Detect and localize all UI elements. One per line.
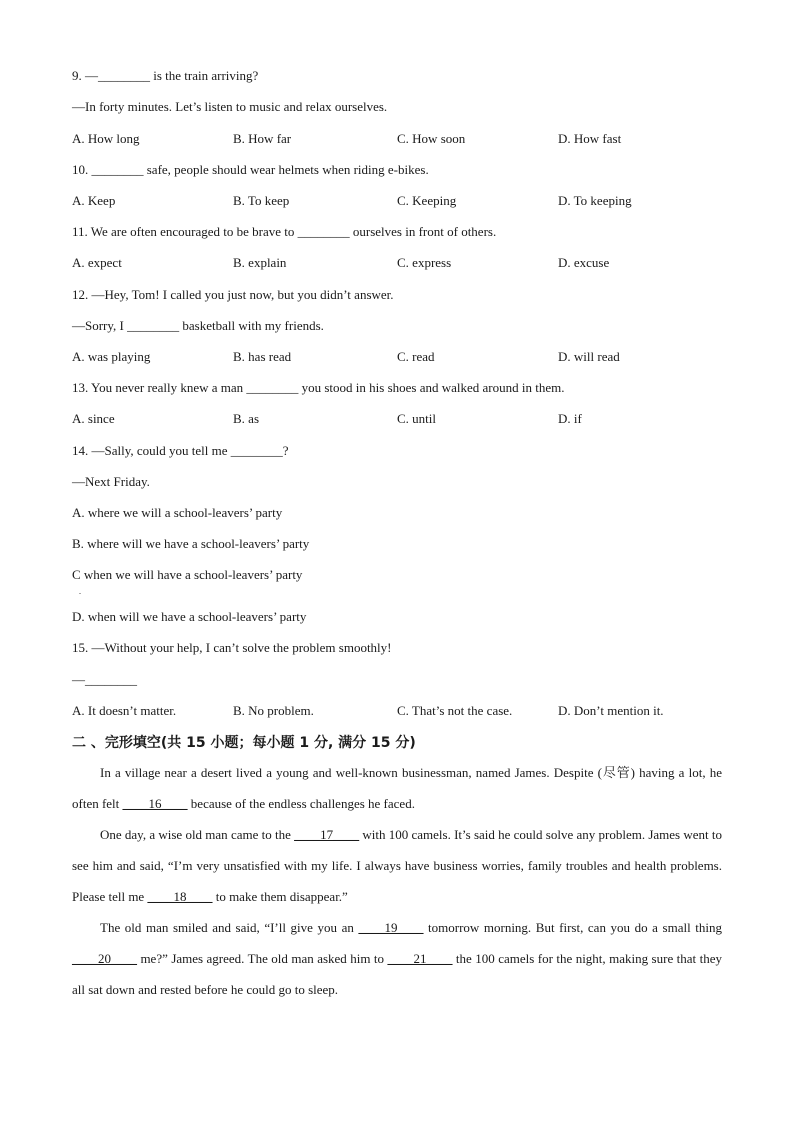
q14-reply: —Next Friday.: [72, 474, 150, 489]
q9-reply: —In forty minutes. Let’s listen to music and relax ourselves.: [72, 99, 388, 114]
q10-option-a: A. Keep: [72, 193, 116, 208]
q12-option-b: B. has read: [233, 349, 292, 364]
q15-option-a: A. It doesn’t matter.: [72, 703, 177, 718]
q13-stem: 13. You never really knew a man ________ you stood in his shoes and walked around in them.: [72, 380, 565, 395]
cloze-passage: [72, 757, 722, 1005]
q13-option-a: A. since: [72, 411, 115, 426]
q11-option-d: D. excuse: [558, 255, 610, 270]
q11-option-b: B. explain: [233, 255, 287, 270]
q12-stem: 12. —Hey, Tom! I called you just now, but you didn’t answer.: [72, 287, 394, 302]
q15-option-d: D. Don’t mention it.: [558, 703, 664, 718]
q15-option-b: B. No problem.: [233, 703, 314, 718]
section-heading: 二 、完形填空(共 15 小题；每小题 1 分, 满分 15 分): [72, 735, 416, 751]
q13-option-d: D. if: [558, 411, 582, 426]
q12-option-a: A. was playing: [72, 349, 151, 364]
q9-option-b: B. How far: [233, 131, 292, 146]
q9-option-a: A. How long: [72, 131, 140, 146]
stray-dot-mark: .: [79, 587, 81, 596]
q14-stem: 14. —Sally, could you tell me ________?: [72, 443, 289, 458]
blank-16: ____16____: [122, 796, 188, 811]
q9-stem: 9. —________ is the train arriving?: [72, 68, 259, 83]
q15-reply: —________: [72, 672, 137, 687]
blank-21: ____21____: [387, 951, 453, 966]
q12-reply: —Sorry, I ________ basketball with my friends.: [72, 318, 324, 333]
blank-19: ____19____: [358, 920, 424, 935]
blank-18: ____18____: [147, 889, 213, 904]
q11-stem: 11. We are often encouraged to be brave to ________ ourselves in front of others.: [72, 224, 497, 239]
passage-paragraph-3: The old man smiled and said, “I’ll give you an ____19____ tomorrow morning. But first, can you do a small thing ____20____ me?” James agreed. The old man asked him to ____21____ the 100 camels for the night, making sure that they all sat down and rested before he could go to sleep.: [72, 920, 723, 997]
q14-option-d: D. when will we have a school-leavers’ party: [72, 609, 307, 624]
q14-option-c: C when we will have a school-leavers’ party: [72, 567, 303, 582]
q10-option-d: D. To keeping: [558, 193, 632, 208]
blank-20: ____20____: [72, 951, 137, 966]
q14-option-b: B. where will we have a school-leavers’ party: [72, 536, 310, 551]
blank-17: ____17____: [294, 827, 360, 842]
passage-paragraph-1: In a village near a desert lived a young and well-known businessman, named James. Despite (尽管) having a lot, he often felt ____16____ because of the endless challenges he faced.: [72, 765, 722, 811]
q11-option-a: A. expect: [72, 255, 122, 270]
passage-paragraph-2: One day, a wise old man came to the ____17____ with 100 camels. It’s said he could solve any problem. James went to see him and said, “I’m very unsatisfied with my life. I always have business worries, family troubles and health problems. Please tell me ____18____ to make them disappear.”: [72, 827, 722, 904]
q12-option-c: C. read: [397, 349, 435, 364]
q9-option-d: D. How fast: [558, 131, 622, 146]
q10-stem: 10. ________ safe, people should wear helmets when riding e-bikes.: [72, 162, 429, 177]
q9-option-c: C. How soon: [397, 131, 466, 146]
q10-option-c: C. Keeping: [397, 193, 457, 208]
q13-option-c: C. until: [397, 411, 437, 426]
q12-option-d: D. will read: [558, 349, 620, 364]
q11-option-c: C. express: [397, 255, 452, 270]
q14-option-a: A. where we will a school-leavers’ party: [72, 505, 283, 520]
q13-option-b: B. as: [233, 411, 259, 426]
q15-option-c: C. That’s not the case.: [397, 703, 513, 718]
q15-stem: 15. —Without your help, I can’t solve the problem smoothly!: [72, 640, 392, 655]
q10-option-b: B. To keep: [233, 193, 290, 208]
